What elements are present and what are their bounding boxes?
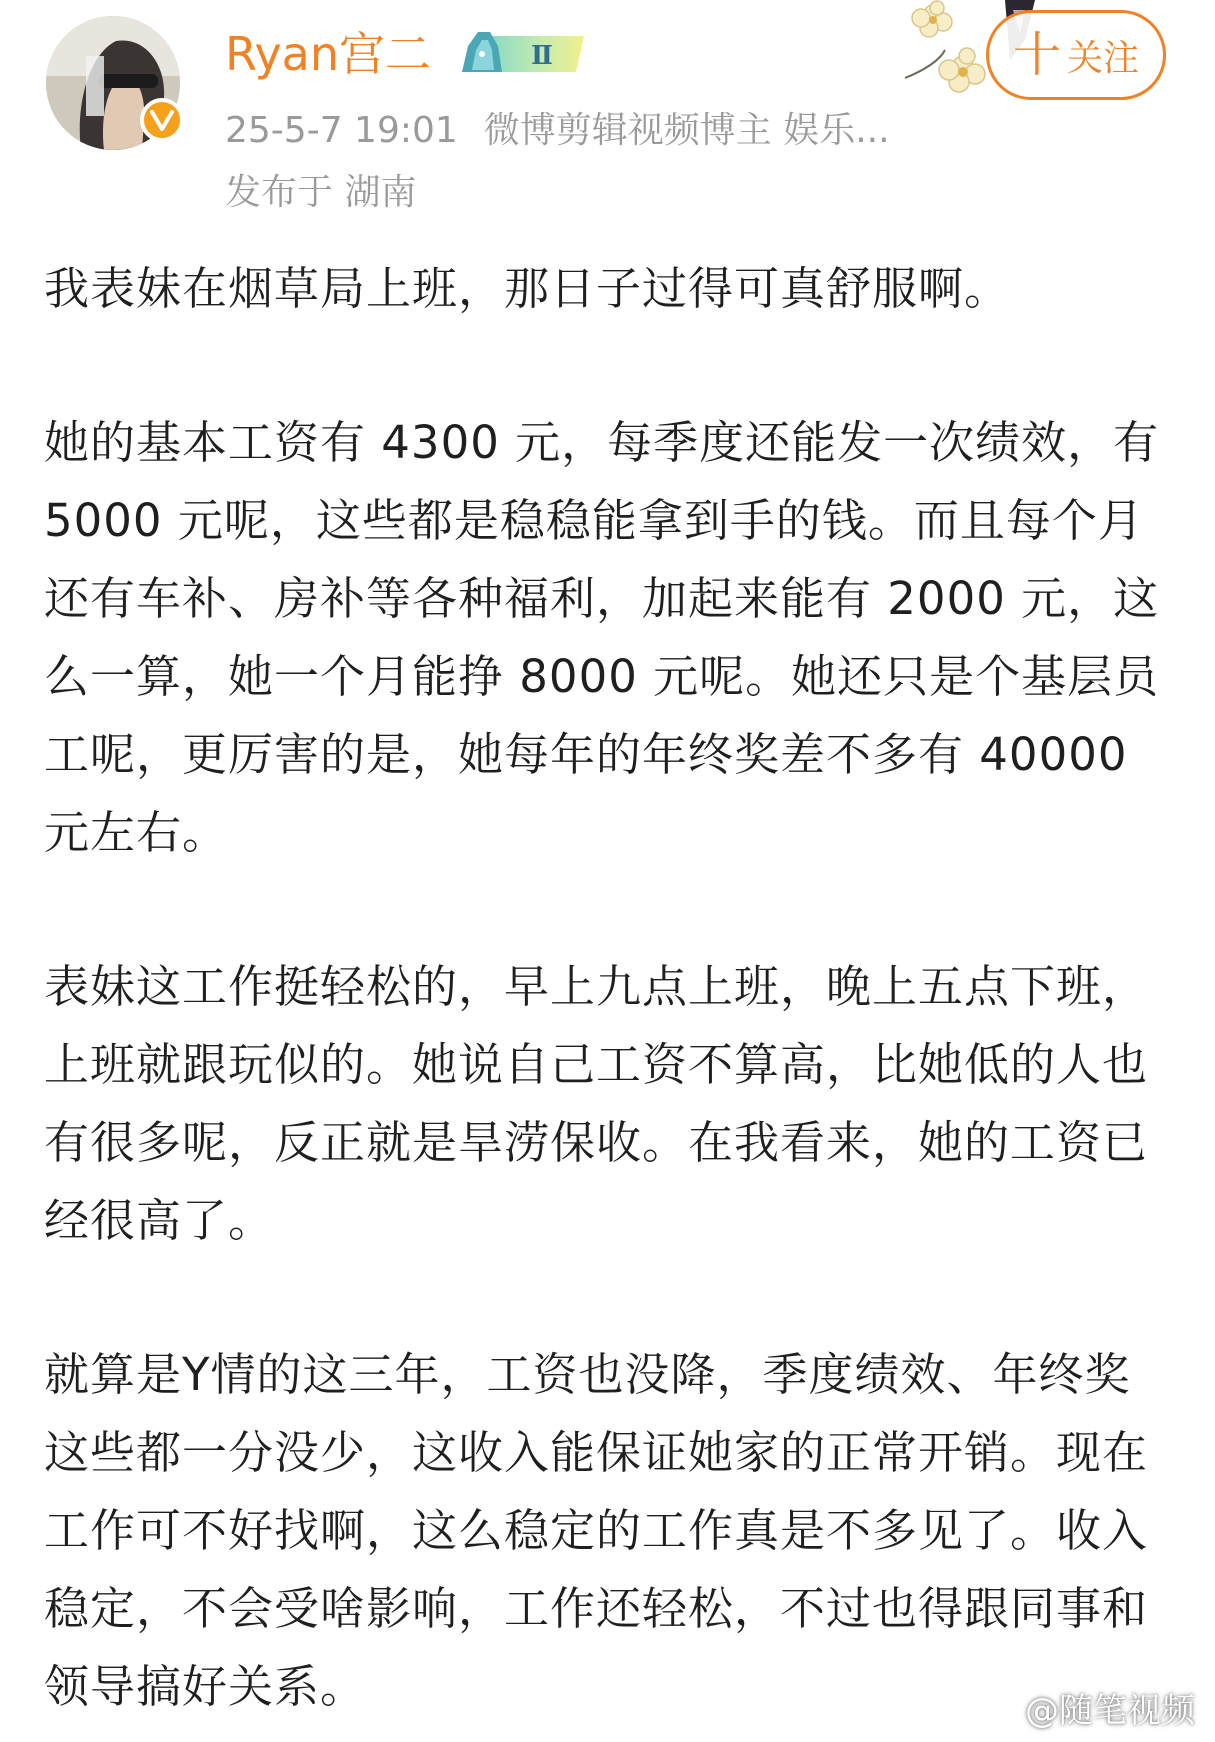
- user-description: 微博剪辑视频博主 娱乐...: [483, 110, 890, 151]
- post-header: [0, 0, 1215, 225]
- user-name[interactable]: Ryan宫二: [225, 27, 432, 81]
- watermark: [973, 1683, 1195, 1732]
- post-paragraph-1: 我表妹在烟草局上班，那日子过得可真舒服啊。: [44, 262, 1011, 315]
- post-content: [44, 250, 1174, 1726]
- level-badge-label: Ⅱ: [531, 41, 553, 71]
- watermark-text: @随笔视频: [1025, 1691, 1195, 1731]
- post-meta: [225, 106, 916, 156]
- plus-icon: 十: [1012, 27, 1061, 83]
- post-timestamp: 25-5-7 19:01: [225, 110, 458, 151]
- follow-button[interactable]: [986, 10, 1166, 100]
- follow-button-label: 关注: [1067, 37, 1140, 79]
- post-paragraph-4: 就算是Y情的这三年，工资也没降，季度绩效、年终奖这些都一分没少，这收入能保证她家的正常开销。现在工作可不好找啊，这么稳定的工作真是不多见了。收入稳定，不会受啥影响，工作还轻松，不过也得跟同事和领导搞好关系。: [44, 1348, 1149, 1713]
- post-paragraph-3: 表妹这工作挺轻松的，早上九点上班，晚上五点下班，上班就跟玩似的。她说自己工资不算高，比她低的人也有很多呢，反正就是旱涝保收。在我看来，她的工资已经很高了。: [44, 960, 1149, 1247]
- level-badge-icon: [458, 26, 590, 80]
- post-paragraph-2: 她的基本工资有 4300 元，每季度还能发一次绩效，有 5000 元呢，这些都是稳稳能拿到手的钱。而且每个月还有车补、房补等各种福利，加起来能有 2000 元，这么一算，她一个月能挣 8000 元呢。她还只是个基层员工呢，更厉害的是，她每年的年终奖差不多有 40000 元左右。: [44, 416, 1160, 859]
- avatar-container[interactable]: [46, 16, 180, 150]
- weibo-logo-icon: [973, 1689, 1019, 1727]
- post-location: 发布于 湖南: [225, 172, 417, 213]
- verified-v-icon: [140, 98, 184, 142]
